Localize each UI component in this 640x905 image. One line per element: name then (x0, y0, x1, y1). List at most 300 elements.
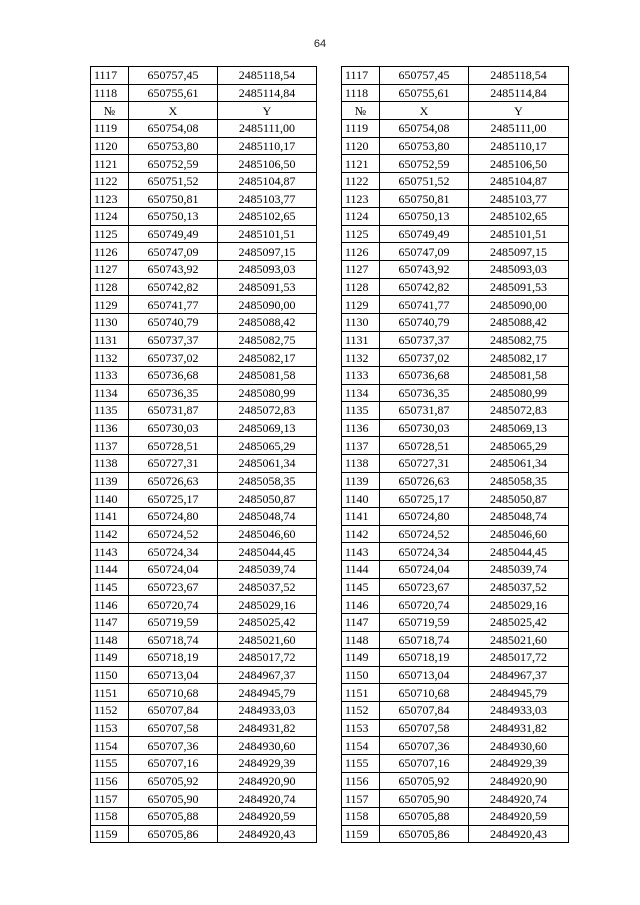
x-coordinate-cell-left: 650705,90 (129, 790, 218, 808)
x-coordinate-cell-right: 650705,88 (380, 807, 469, 825)
point-number-cell-right: 1137 (342, 437, 380, 455)
y-coordinate-cell-right: 2485080,99 (469, 384, 569, 402)
point-number-cell-right: 1143 (342, 543, 380, 561)
y-coordinate-cell-right: 2485065,29 (469, 437, 569, 455)
x-coordinate-cell-left: 650750,81 (129, 190, 218, 208)
y-coordinate-cell-left: 2485090,00 (218, 296, 317, 314)
table-row (91, 649, 569, 667)
x-coordinate-cell-right: 650740,79 (380, 313, 469, 331)
table-row (91, 349, 569, 367)
y-coordinate-cell-left: 2485097,15 (218, 243, 317, 261)
x-coordinate-cell-left: 650710,68 (129, 684, 218, 702)
x-coordinate-cell-left: 650737,02 (129, 349, 218, 367)
table-row (91, 737, 569, 755)
column-gap (317, 190, 342, 208)
x-coordinate-cell-right: 650713,04 (380, 666, 469, 684)
x-coordinate-cell-left: 650754,08 (129, 119, 218, 137)
y-coordinate-cell-left: 2484920,74 (218, 790, 317, 808)
table-row (91, 631, 569, 649)
point-number-cell-left: 1134 (91, 384, 129, 402)
y-coordinate-cell-left: 2485065,29 (218, 437, 317, 455)
table-row (91, 684, 569, 702)
x-coordinate-cell-right: 650726,63 (380, 472, 469, 490)
x-coordinate-cell-left: 650705,86 (129, 825, 218, 843)
column-gap (317, 649, 342, 667)
y-coordinate-cell-right: 2485118,54 (469, 67, 569, 85)
y-coordinate-cell-left: 2485080,99 (218, 384, 317, 402)
y-coordinate-cell-right: 2485082,17 (469, 349, 569, 367)
page-number: 64 (313, 38, 327, 50)
header-x-coordinate-right: X (380, 102, 469, 120)
point-number-cell-left: 1158 (91, 807, 129, 825)
table-row (91, 137, 569, 155)
column-gap (317, 525, 342, 543)
y-coordinate-cell-left: 2485025,42 (218, 613, 317, 631)
y-coordinate-cell-right: 2485029,16 (469, 596, 569, 614)
y-coordinate-cell-left: 2485021,60 (218, 631, 317, 649)
point-number-cell-right: 1125 (342, 225, 380, 243)
x-coordinate-cell-left: 650719,59 (129, 613, 218, 631)
table-row (91, 807, 569, 825)
x-coordinate-cell-right: 650737,02 (380, 349, 469, 367)
x-coordinate-cell-right: 650720,74 (380, 596, 469, 614)
point-number-cell-right: 1150 (342, 666, 380, 684)
x-coordinate-cell-right: 650724,34 (380, 543, 469, 561)
point-number-cell-left: 1136 (91, 419, 129, 437)
point-number-cell-left: 1143 (91, 543, 129, 561)
x-coordinate-cell-left: 650726,63 (129, 472, 218, 490)
y-coordinate-cell-left: 2484930,60 (218, 737, 317, 755)
x-coordinate-cell-right: 650724,52 (380, 525, 469, 543)
table-row (91, 366, 569, 384)
point-number-cell-left: 1126 (91, 243, 129, 261)
table-row (91, 384, 569, 402)
y-coordinate-cell-right: 2485090,00 (469, 296, 569, 314)
x-coordinate-cell-right: 650707,58 (380, 719, 469, 737)
column-gap (317, 825, 342, 843)
y-coordinate-cell-right: 2484920,59 (469, 807, 569, 825)
table-header-row (91, 102, 569, 120)
x-coordinate-cell-left: 650747,09 (129, 243, 218, 261)
y-coordinate-cell-right: 2485048,74 (469, 508, 569, 526)
table-row (91, 172, 569, 190)
column-gap (317, 754, 342, 772)
y-coordinate-cell-left: 2485106,50 (218, 155, 317, 173)
point-number-cell-left: 1137 (91, 437, 129, 455)
y-coordinate-cell-left: 2485050,87 (218, 490, 317, 508)
point-number-cell-right: 1136 (342, 419, 380, 437)
point-number-cell-right: 1140 (342, 490, 380, 508)
point-number-cell-left: 1149 (91, 649, 129, 667)
x-coordinate-cell-left: 650740,79 (129, 313, 218, 331)
x-coordinate-cell-right: 650757,45 (380, 67, 469, 85)
point-number-cell-left: 1159 (91, 825, 129, 843)
x-coordinate-cell-right: 650736,35 (380, 384, 469, 402)
column-gap (317, 419, 342, 437)
point-number-cell-left: 1153 (91, 719, 129, 737)
y-coordinate-cell-right: 2484933,03 (469, 702, 569, 720)
x-coordinate-cell-left: 650724,04 (129, 560, 218, 578)
column-gap (317, 349, 342, 367)
y-coordinate-cell-right: 2485069,13 (469, 419, 569, 437)
y-coordinate-cell-left: 2485072,83 (218, 402, 317, 420)
point-number-cell-right: 1156 (342, 772, 380, 790)
table-row (91, 208, 569, 226)
x-coordinate-cell-right: 650741,77 (380, 296, 469, 314)
x-coordinate-cell-right: 650705,90 (380, 790, 469, 808)
table-row (91, 261, 569, 279)
point-number-cell-left: 1119 (91, 119, 129, 137)
x-coordinate-cell-right: 650749,49 (380, 225, 469, 243)
y-coordinate-cell-right: 2485072,83 (469, 402, 569, 420)
y-coordinate-cell-left: 2484931,82 (218, 719, 317, 737)
y-coordinate-cell-right: 2485081,58 (469, 366, 569, 384)
y-coordinate-cell-left: 2485088,42 (218, 313, 317, 331)
point-number-cell-right: 1139 (342, 472, 380, 490)
x-coordinate-cell-right: 650737,37 (380, 331, 469, 349)
table-row (91, 437, 569, 455)
point-number-cell-left: 1156 (91, 772, 129, 790)
column-gap (317, 172, 342, 190)
column-gap (317, 261, 342, 279)
y-coordinate-cell-right: 2485058,35 (469, 472, 569, 490)
column-gap (317, 578, 342, 596)
y-coordinate-cell-left: 2485104,87 (218, 172, 317, 190)
x-coordinate-cell-left: 650752,59 (129, 155, 218, 173)
table-row (91, 596, 569, 614)
column-gap (317, 719, 342, 737)
point-number-cell-left: 1155 (91, 754, 129, 772)
y-coordinate-cell-left: 2485029,16 (218, 596, 317, 614)
y-coordinate-cell-left: 2485091,53 (218, 278, 317, 296)
column-gap (317, 155, 342, 173)
y-coordinate-cell-left: 2485111,00 (218, 119, 317, 137)
point-number-cell-right: 1127 (342, 261, 380, 279)
y-coordinate-cell-left: 2485044,45 (218, 543, 317, 561)
table-row (91, 702, 569, 720)
y-coordinate-cell-left: 2485110,17 (218, 137, 317, 155)
column-gap (317, 737, 342, 755)
point-number-cell-left: 1148 (91, 631, 129, 649)
column-gap (317, 102, 342, 120)
y-coordinate-cell-right: 2484929,39 (469, 754, 569, 772)
header-point-number-left: № (91, 102, 129, 120)
column-gap (317, 684, 342, 702)
x-coordinate-cell-right: 650731,87 (380, 402, 469, 420)
y-coordinate-cell-right: 2485104,87 (469, 172, 569, 190)
point-number-cell-right: 1147 (342, 613, 380, 631)
y-coordinate-cell-right: 2484920,90 (469, 772, 569, 790)
y-coordinate-cell-left: 2485103,77 (218, 190, 317, 208)
column-gap (317, 790, 342, 808)
point-number-cell-right: 1145 (342, 578, 380, 596)
y-coordinate-cell-right: 2484930,60 (469, 737, 569, 755)
y-coordinate-cell-left: 2485081,58 (218, 366, 317, 384)
column-gap (317, 455, 342, 473)
x-coordinate-cell-left: 650728,51 (129, 437, 218, 455)
point-number-cell-left: 1140 (91, 490, 129, 508)
table-row (91, 508, 569, 526)
x-coordinate-cell-left: 650751,52 (129, 172, 218, 190)
x-coordinate-cell-left: 650750,13 (129, 208, 218, 226)
y-coordinate-cell-right: 2485110,17 (469, 137, 569, 155)
point-number-cell-right: 1122 (342, 172, 380, 190)
x-coordinate-cell-right: 650707,16 (380, 754, 469, 772)
x-coordinate-cell-left: 650724,34 (129, 543, 218, 561)
header-y-coordinate-left: Y (218, 102, 317, 120)
x-coordinate-cell-right: 650750,13 (380, 208, 469, 226)
x-coordinate-cell-left: 650705,92 (129, 772, 218, 790)
y-coordinate-cell-right: 2485061,34 (469, 455, 569, 473)
point-number-cell-right: 1146 (342, 596, 380, 614)
column-gap (317, 666, 342, 684)
x-coordinate-cell-left: 650724,80 (129, 508, 218, 526)
x-coordinate-cell-left: 650736,35 (129, 384, 218, 402)
table-row (91, 613, 569, 631)
point-number-cell-left: 1141 (91, 508, 129, 526)
table-row (91, 772, 569, 790)
point-number-cell-right: 1157 (342, 790, 380, 808)
table-row (91, 119, 569, 137)
point-number-cell-right: 1148 (342, 631, 380, 649)
header-x-coordinate-left: X (129, 102, 218, 120)
point-number-cell-left: 1131 (91, 331, 129, 349)
point-number-cell-left: 1135 (91, 402, 129, 420)
x-coordinate-cell-left: 650723,67 (129, 578, 218, 596)
column-gap (317, 366, 342, 384)
y-coordinate-cell-right: 2484920,74 (469, 790, 569, 808)
point-number-cell-left: 1145 (91, 578, 129, 596)
y-coordinate-cell-right: 2485082,75 (469, 331, 569, 349)
point-number-cell-right: 1135 (342, 402, 380, 420)
point-number-cell-right: 1121 (342, 155, 380, 173)
point-number-cell-right: 1117 (342, 67, 380, 85)
x-coordinate-cell-right: 650705,86 (380, 825, 469, 843)
point-number-cell-left: 1127 (91, 261, 129, 279)
column-gap (317, 596, 342, 614)
x-coordinate-cell-left: 650707,58 (129, 719, 218, 737)
x-coordinate-cell-right: 650727,31 (380, 455, 469, 473)
table-row (91, 455, 569, 473)
point-number-cell-left: 1151 (91, 684, 129, 702)
y-coordinate-cell-left: 2485039,74 (218, 560, 317, 578)
y-coordinate-cell-right: 2485097,15 (469, 243, 569, 261)
point-number-cell-right: 1119 (342, 119, 380, 137)
column-gap (317, 560, 342, 578)
point-number-cell-left: 1154 (91, 737, 129, 755)
point-number-cell-left: 1129 (91, 296, 129, 314)
point-number-cell-left: 1117 (91, 67, 129, 85)
column-gap (317, 243, 342, 261)
point-number-cell-right: 1142 (342, 525, 380, 543)
point-number-cell-left: 1142 (91, 525, 129, 543)
x-coordinate-cell-left: 650707,36 (129, 737, 218, 755)
x-coordinate-cell-left: 650741,77 (129, 296, 218, 314)
point-number-cell-right: 1130 (342, 313, 380, 331)
y-coordinate-cell-left: 2484945,79 (218, 684, 317, 702)
table-row (91, 331, 569, 349)
x-coordinate-cell-right: 650753,80 (380, 137, 469, 155)
y-coordinate-cell-right: 2484931,82 (469, 719, 569, 737)
point-number-cell-left: 1150 (91, 666, 129, 684)
column-gap (317, 490, 342, 508)
point-number-cell-left: 1147 (91, 613, 129, 631)
y-coordinate-cell-left: 2485118,54 (218, 67, 317, 85)
column-gap (317, 208, 342, 226)
y-coordinate-cell-left: 2484929,39 (218, 754, 317, 772)
x-coordinate-cell-left: 650720,74 (129, 596, 218, 614)
y-coordinate-cell-left: 2485048,74 (218, 508, 317, 526)
y-coordinate-cell-left: 2485114,84 (218, 84, 317, 102)
y-coordinate-cell-right: 2485114,84 (469, 84, 569, 102)
x-coordinate-cell-left: 650753,80 (129, 137, 218, 155)
column-gap (317, 331, 342, 349)
column-gap (317, 437, 342, 455)
y-coordinate-cell-right: 2485091,53 (469, 278, 569, 296)
y-coordinate-cell-right: 2485039,74 (469, 560, 569, 578)
y-coordinate-cell-left: 2485069,13 (218, 419, 317, 437)
x-coordinate-cell-left: 650737,37 (129, 331, 218, 349)
column-gap (317, 402, 342, 420)
y-coordinate-cell-right: 2485111,00 (469, 119, 569, 137)
table-row (91, 155, 569, 173)
x-coordinate-cell-right: 650752,59 (380, 155, 469, 173)
x-coordinate-cell-right: 650750,81 (380, 190, 469, 208)
x-coordinate-cell-right: 650705,92 (380, 772, 469, 790)
column-gap (317, 278, 342, 296)
column-gap (317, 119, 342, 137)
column-gap (317, 613, 342, 631)
y-coordinate-cell-left: 2485093,03 (218, 261, 317, 279)
y-coordinate-cell-right: 2484945,79 (469, 684, 569, 702)
point-number-cell-right: 1128 (342, 278, 380, 296)
column-gap (317, 807, 342, 825)
point-number-cell-left: 1133 (91, 366, 129, 384)
point-number-cell-left: 1144 (91, 560, 129, 578)
point-number-cell-left: 1125 (91, 225, 129, 243)
y-coordinate-cell-right: 2485044,45 (469, 543, 569, 561)
column-gap (317, 313, 342, 331)
point-number-cell-left: 1128 (91, 278, 129, 296)
y-coordinate-cell-left: 2484920,90 (218, 772, 317, 790)
x-coordinate-cell-left: 650730,03 (129, 419, 218, 437)
y-coordinate-cell-right: 2485103,77 (469, 190, 569, 208)
y-coordinate-cell-left: 2485082,17 (218, 349, 317, 367)
column-gap (317, 631, 342, 649)
point-number-cell-left: 1132 (91, 349, 129, 367)
point-number-cell-right: 1134 (342, 384, 380, 402)
point-number-cell-right: 1123 (342, 190, 380, 208)
table-row (91, 313, 569, 331)
x-coordinate-cell-right: 650736,68 (380, 366, 469, 384)
column-gap (317, 543, 342, 561)
x-coordinate-cell-left: 650727,31 (129, 455, 218, 473)
x-coordinate-cell-right: 650719,59 (380, 613, 469, 631)
point-number-cell-right: 1133 (342, 366, 380, 384)
point-number-cell-right: 1159 (342, 825, 380, 843)
x-coordinate-cell-right: 650730,03 (380, 419, 469, 437)
point-number-cell-left: 1152 (91, 702, 129, 720)
y-coordinate-cell-left: 2484920,43 (218, 825, 317, 843)
x-coordinate-cell-left: 650718,19 (129, 649, 218, 667)
point-number-cell-right: 1138 (342, 455, 380, 473)
x-coordinate-cell-left: 650757,45 (129, 67, 218, 85)
table-row (91, 719, 569, 737)
point-number-cell-right: 1155 (342, 754, 380, 772)
y-coordinate-cell-left: 2485017,72 (218, 649, 317, 667)
x-coordinate-cell-left: 650743,92 (129, 261, 218, 279)
point-number-cell-right: 1152 (342, 702, 380, 720)
y-coordinate-cell-right: 2485025,42 (469, 613, 569, 631)
x-coordinate-cell-left: 650731,87 (129, 402, 218, 420)
column-gap (317, 137, 342, 155)
x-coordinate-cell-right: 650742,82 (380, 278, 469, 296)
y-coordinate-cell-right: 2484967,37 (469, 666, 569, 684)
x-coordinate-cell-right: 650754,08 (380, 119, 469, 137)
point-number-cell-right: 1144 (342, 560, 380, 578)
point-number-cell-left: 1146 (91, 596, 129, 614)
header-y-coordinate-right: Y (469, 102, 569, 120)
x-coordinate-cell-right: 650718,74 (380, 631, 469, 649)
point-number-cell-right: 1149 (342, 649, 380, 667)
y-coordinate-cell-left: 2484933,03 (218, 702, 317, 720)
column-gap (317, 384, 342, 402)
x-coordinate-cell-left: 650755,61 (129, 84, 218, 102)
table-row (91, 754, 569, 772)
point-number-cell-left: 1118 (91, 84, 129, 102)
column-gap (317, 296, 342, 314)
y-coordinate-cell-right: 2485021,60 (469, 631, 569, 649)
point-number-cell-right: 1141 (342, 508, 380, 526)
x-coordinate-cell-right: 650718,19 (380, 649, 469, 667)
point-number-cell-right: 1158 (342, 807, 380, 825)
y-coordinate-cell-left: 2485046,60 (218, 525, 317, 543)
y-coordinate-cell-left: 2484967,37 (218, 666, 317, 684)
point-number-cell-right: 1129 (342, 296, 380, 314)
x-coordinate-cell-right: 650724,04 (380, 560, 469, 578)
y-coordinate-cell-right: 2485101,51 (469, 225, 569, 243)
x-coordinate-cell-right: 650707,84 (380, 702, 469, 720)
x-coordinate-cell-left: 650724,52 (129, 525, 218, 543)
point-number-cell-right: 1120 (342, 137, 380, 155)
y-coordinate-cell-right: 2485046,60 (469, 525, 569, 543)
x-coordinate-cell-right: 650724,80 (380, 508, 469, 526)
table-row (91, 525, 569, 543)
column-gap (317, 702, 342, 720)
x-coordinate-cell-right: 650747,09 (380, 243, 469, 261)
x-coordinate-cell-right: 650725,17 (380, 490, 469, 508)
point-number-cell-right: 1153 (342, 719, 380, 737)
column-gap (317, 225, 342, 243)
y-coordinate-cell-left: 2485061,34 (218, 455, 317, 473)
table-row (91, 490, 569, 508)
y-coordinate-cell-left: 2485082,75 (218, 331, 317, 349)
point-number-cell-right: 1131 (342, 331, 380, 349)
point-number-cell-right: 1154 (342, 737, 380, 755)
y-coordinate-cell-right: 2485106,50 (469, 155, 569, 173)
point-number-cell-right: 1124 (342, 208, 380, 226)
table-row (91, 84, 569, 102)
y-coordinate-cell-right: 2485037,52 (469, 578, 569, 596)
coordinate-table-body (91, 67, 569, 843)
x-coordinate-cell-right: 650723,67 (380, 578, 469, 596)
point-number-cell-right: 1132 (342, 349, 380, 367)
point-number-cell-left: 1130 (91, 313, 129, 331)
y-coordinate-cell-right: 2484920,43 (469, 825, 569, 843)
x-coordinate-cell-right: 650743,92 (380, 261, 469, 279)
table-row (91, 190, 569, 208)
x-coordinate-cell-right: 650710,68 (380, 684, 469, 702)
